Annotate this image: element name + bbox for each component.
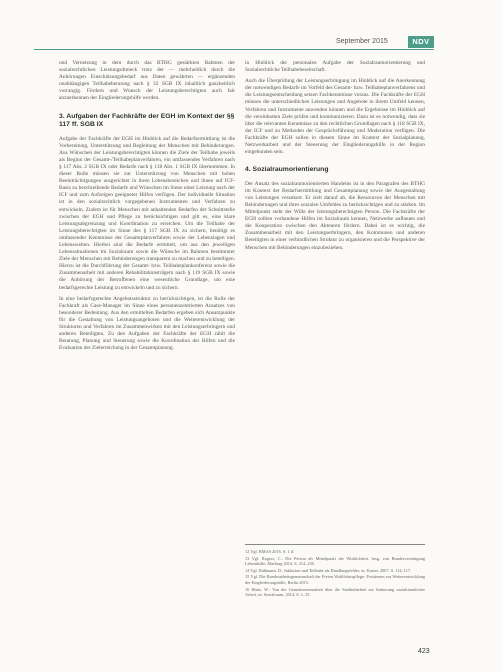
paragraph: In eine bedarfsgerechte Angebotsstruktur zu berücksichtigen, ist die Rolle der Fachkraft als Case-Manager im Sinne eines personenzentrierten Ansatzes von besonderer Bedeutung. Aus den ermittelten Bedarfen ergeben sich Ansatzpunkte für die Gestaltung von Leistungsangeboten und die Weiterentwicklung der Strukturen und Verfahren im Zusammenwirken mit den Leistungserbringern und anderen Beteiligten. Zu den Aufgaben der Fachkräfte der EGH zählt die Beratung, Planung und Steuerung sowie die Koordination der Hilfen und die Evaluation der Zielerreichung in der Gesamtplanung.	[59, 295, 235, 352]
left-column	[59, 60, 235, 356]
paragraph: in Hinblick der personalen Aufgabe der Sozialraumorientierung und Sozialrechtliche Teilhabebereitschaft.	[245, 60, 425, 74]
footnote: 12 Vgl. BMAS 2016, S. 1 ff.	[245, 549, 295, 554]
journal-badge: NDV	[408, 36, 434, 48]
header-rule	[34, 49, 434, 50]
paragraph: Aufgabe der Fachkräfte der EGH im Hinblick auf die Bedarfsermittlung ist die Vorbereitung, Unterstützung und Begleitung der Menschen mit Behinderungen. Aus Wünschen der Leistungsberechtigten können die Ziele der Teilhabe jeweils als Beginn der Gesamt-/Teilhabeplanverfahren, ein umfassendes Verfahren nach § 117 Abs. 2 SGB IX oder Bedarfe nach § 118 Abs. 1 SGB IX übernommen. In dieser Rolle müssen sie zur Unterstützung von Menschen mit hohen Beeinträchtigungen ausgerichtet in ihren Lebensbereichen und ihnen auf ICF-Basis zu beschreibende Bedarfe und Wünschen im Sinne einer Leistung nach der ICF und zum Aufzeigen geeigneter Hilfen verfügen. Der individuelle Situation ist in den sozialrechtlich vorgegebenen Instrumenten und Verfahren zu entwickeln. Zudem ist für Menschen mit anhaltenden Bedarfen der Schnittstelle zwischen der EGH und Pflege zu berücksichtigen und gilt es, eine klare Leistungsabgrenzung und Koordination zu erreichen. Um die Teilhabe der Leistungsberechtigten im Sinne des § 117 SGB IX zu sichern, benötigt es umfassender Kenntnisse der Gesamtplanverfahren sowie der Lebenslagen und Lebenswelten. Hierbei sind die Bedarfe ermittelt, um aus den jeweiligen Lebenssituationen im Sozialraum sowie die Wünsche im Rahmen bestimmter Ziele der Menschen mit Behinderungen transparent zu machen und zu beteiligen. Hierzu ist die Durchführung der Gesamt- bzw. Teilhabeplankonferenz sowie die Zusammenarbeit mit anderen Rehabilitationsträgern nach § 119 SGB IX sowie die Anhörung der Betroffenen eine wesentliche Grundlage, um eine bedarfsgerechte Leistung zu entwickeln und zu sichern.	[59, 135, 235, 291]
section-heading: 3. Aufgaben der Fachkräfte der EGH im Kontext der §§ 117 ff. SGB IX	[59, 112, 235, 129]
footnote: 16 Hinte, W.: Von der Gemeinwesenarbeit über die Stadtteilarbeit zur Initiierung sozialräumlicher Arbeit, in: Sozialraum, 2014, S. 1–15.	[245, 586, 425, 598]
section-heading: 4. Sozialraumorientierung	[245, 166, 329, 174]
footnote: 13 Vgl. Rogers, C.: Die Person als Mittelpunkt der Wirklichkeit, hrsg. von Bundesvereinigung Lebenshilfe, Marburg 2014, S. 214–236.	[245, 555, 425, 567]
paragraph: Der Ansatz des sozialraumorientierten Handelns ist in den Paragrafen des BTHG im Kontext der Bedarfsermittlung und Gesamtplanung sowie der Ausgestaltung von Leistungen verankert. Er zielt darauf ab, die Ressourcen der Menschen mit Behinderungen und ihres sozialen Umfeldes zu berücksichtigen und zu stärken. Im Mittelpunkt steht der Wille der leistungsberechtigten Person. Die Fachkräfte der EGH sollten vorhandene Hilfen im Sozialraum kennen, Netzwerke aufbauen und die Kooperation zwischen den Akteuren fördern. Dabei ist es wichtig, die Zusammenarbeit mit den Leistungserbringern, den Kommunen und anderen Beteiligten in einer verbindlichen Struktur zu organisieren und die Perspektive der Menschen mit Behinderungen einzubeziehen.	[245, 180, 425, 251]
header-date: September 2015	[336, 38, 388, 45]
footnote: 15 Vgl. Die Bundesarbeitsgemeinschaft der Freien Wohlfahrtspflege: Positionen zur Weiterentwicklung der Eingliederungshilfe, Berlin 2015.	[245, 574, 425, 585]
page-number: 423	[418, 648, 430, 655]
paragraph: Auch die Überprüfung der Leistungserbringung im Hinblick auf die Anerkennung der notwendigen Bedarfe im Vorfeld des Gesamt- bzw. Teilhabeplanverfahrens und die Leistungsentscheidung setzen Fachkenntnisse voraus. Die Fachkräfte der EGH müssen die unterschiedlichen Leistungen und Angebote in ihrem Umfeld kennen, Verfahren und Instrumente anwenden können und die Ergebnisse im Hinblick auf die vereinbarten Ziele prüfen und kommunizieren. Dazu ist es notwendig, dass sie über die relevanten Kenntnisse zu den rechtlichen Grundlagen nach § 118 SGB IX, der ICF und zu Methoden der Gesprächsführung und Moderation verfügen. Die Fachkräfte der EGH sollen in diesem Sinne im Kontext der Sozialplanung, Netzwerkarbeit und der Steuerung der Eingliederungshilfe in der Region eingebunden sein.	[245, 78, 425, 156]
right-column	[245, 60, 425, 256]
footnotes	[245, 544, 425, 599]
paragraph: und Vernetzung in dem durch das BTHG gestärkten Rahmen der sozialrechtlichen Leistungsdreieck trotz der — mehrheitlich durch die Anhörungen Einschätzungsbedarf aus Daten gewährten — ergänzenden unabhängigen Teilhabeberatung nach § 32 SGB IX inhaltlich ganzheitlich vorrangig. Fördern und Wunsch der Leistungsberechtigten auch fair anzuerkennen der Eingliederungshilfe werden.	[59, 60, 235, 102]
footnote: 14 Vgl. Rüßmann, D.: Inklusion und Teilhabe als Handlungsfelder, in: Kaiser, 2007, S. 114–117.	[245, 567, 412, 573]
